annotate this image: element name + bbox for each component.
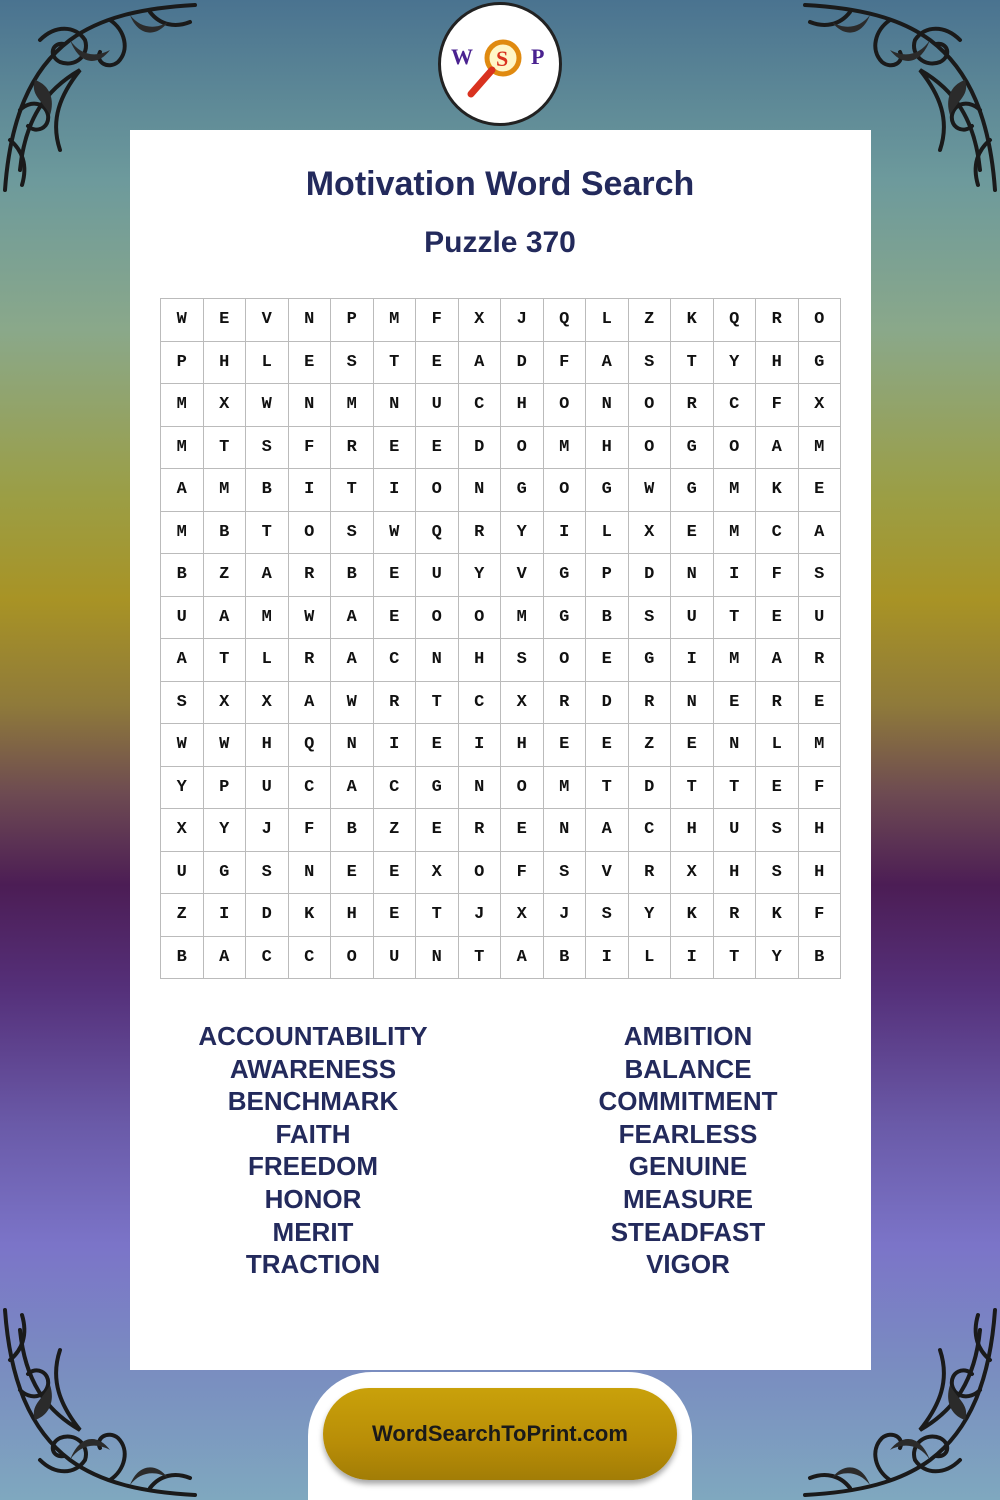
grid-cell[interactable]: G <box>671 469 714 512</box>
grid-cell[interactable]: D <box>459 427 502 470</box>
grid-cell[interactable]: X <box>161 809 204 852</box>
grid-cell[interactable]: O <box>459 597 502 640</box>
grid-cell[interactable]: R <box>459 512 502 555</box>
grid-cell[interactable]: M <box>161 384 204 427</box>
grid-cell[interactable]: R <box>671 384 714 427</box>
grid-cell[interactable]: B <box>331 809 374 852</box>
grid-cell[interactable]: I <box>459 724 502 767</box>
grid-cell[interactable]: L <box>586 512 629 555</box>
grid-cell[interactable]: G <box>671 427 714 470</box>
word-list-item: GENUINE <box>628 1151 748 1182</box>
magnifier-icon <box>445 24 555 104</box>
grid-cell[interactable]: S <box>331 512 374 555</box>
grid-cell[interactable]: O <box>799 299 842 342</box>
grid-cell[interactable]: X <box>204 682 247 725</box>
grid-cell[interactable]: N <box>459 767 502 810</box>
grid-cell[interactable]: B <box>544 937 587 980</box>
grid-cell[interactable]: E <box>756 767 799 810</box>
grid-cell[interactable]: A <box>331 597 374 640</box>
grid-cell[interactable]: N <box>331 724 374 767</box>
grid-cell[interactable]: T <box>671 342 714 385</box>
grid-cell[interactable]: H <box>586 427 629 470</box>
grid-cell[interactable]: Q <box>714 299 757 342</box>
grid-cell[interactable]: R <box>544 682 587 725</box>
grid-cell[interactable]: Z <box>204 554 247 597</box>
grid-cell[interactable]: H <box>799 852 842 895</box>
grid-cell[interactable]: T <box>331 469 374 512</box>
grid-cell[interactable]: R <box>629 682 672 725</box>
grid-cell[interactable]: L <box>586 299 629 342</box>
grid-cell[interactable]: E <box>586 724 629 767</box>
grid-cell[interactable]: V <box>501 554 544 597</box>
word-list-item: STEADFAST <box>610 1216 766 1247</box>
grid-cell[interactable]: U <box>161 852 204 895</box>
grid-cell[interactable]: N <box>671 554 714 597</box>
word-list-item: BENCHMARK <box>227 1086 399 1117</box>
grid-cell[interactable]: W <box>289 597 332 640</box>
grid-cell[interactable]: S <box>629 597 672 640</box>
grid-cell[interactable]: I <box>374 724 417 767</box>
puzzle-number: Puzzle 370 <box>424 226 576 259</box>
grid-cell[interactable]: R <box>459 809 502 852</box>
word-list-item: MERIT <box>272 1216 354 1247</box>
grid-cell[interactable]: M <box>331 384 374 427</box>
grid-cell[interactable]: F <box>289 427 332 470</box>
grid-cell[interactable]: S <box>629 342 672 385</box>
grid-cell[interactable]: A <box>331 639 374 682</box>
grid-cell[interactable]: C <box>459 682 502 725</box>
grid-cell[interactable]: O <box>416 597 459 640</box>
grid-cell[interactable]: U <box>416 554 459 597</box>
grid-cell[interactable]: S <box>501 639 544 682</box>
grid-cell[interactable]: T <box>714 937 757 980</box>
grid-cell[interactable]: L <box>246 342 289 385</box>
grid-cell[interactable]: D <box>501 342 544 385</box>
grid-cell[interactable]: N <box>586 384 629 427</box>
grid-cell[interactable]: I <box>374 469 417 512</box>
grid-cell[interactable]: A <box>459 342 502 385</box>
grid-cell[interactable]: B <box>331 554 374 597</box>
grid-cell[interactable]: F <box>799 767 842 810</box>
word-list-item: ACCOUNTABILITY <box>198 1021 428 1051</box>
grid-cell[interactable]: X <box>246 682 289 725</box>
grid-cell[interactable]: O <box>544 384 587 427</box>
grid-cell[interactable]: E <box>289 342 332 385</box>
grid-cell[interactable]: U <box>671 597 714 640</box>
grid-cell[interactable]: T <box>204 427 247 470</box>
grid-cell[interactable]: O <box>289 512 332 555</box>
grid-cell[interactable]: M <box>501 597 544 640</box>
grid-cell[interactable]: R <box>756 682 799 725</box>
word-list-item: COMMITMENT <box>598 1086 778 1117</box>
grid-cell[interactable]: R <box>799 639 842 682</box>
grid-cell[interactable]: H <box>799 809 842 852</box>
grid-cell[interactable]: A <box>246 554 289 597</box>
grid-cell[interactable]: Z <box>629 299 672 342</box>
grid-cell[interactable]: G <box>544 597 587 640</box>
grid-cell[interactable]: A <box>501 937 544 980</box>
grid-cell[interactable]: A <box>586 342 629 385</box>
grid-cell[interactable]: N <box>714 724 757 767</box>
word-list-item: VIGOR <box>646 1249 730 1280</box>
grid-cell[interactable]: Y <box>204 809 247 852</box>
grid-cell[interactable]: H <box>501 724 544 767</box>
word-list-item: BALANCE <box>624 1053 752 1084</box>
grid-cell[interactable]: W <box>204 724 247 767</box>
grid-cell[interactable]: G <box>586 469 629 512</box>
grid-cell[interactable]: B <box>161 937 204 980</box>
grid-cell[interactable]: R <box>629 852 672 895</box>
word-list-item: FREEDOM <box>248 1151 378 1182</box>
grid-cell[interactable]: A <box>756 639 799 682</box>
grid-cell[interactable]: C <box>714 384 757 427</box>
grid-cell[interactable]: M <box>544 427 587 470</box>
grid-cell[interactable]: C <box>289 767 332 810</box>
grid-cell[interactable]: K <box>289 894 332 937</box>
grid-cell[interactable]: O <box>544 639 587 682</box>
grid-cell[interactable]: X <box>629 512 672 555</box>
grid-cell[interactable]: D <box>246 894 289 937</box>
grid-cell[interactable]: A <box>586 809 629 852</box>
grid-cell[interactable]: O <box>629 427 672 470</box>
grid-cell[interactable]: F <box>756 384 799 427</box>
grid-cell[interactable]: H <box>246 724 289 767</box>
grid-cell[interactable]: T <box>671 767 714 810</box>
grid-cell[interactable]: K <box>671 299 714 342</box>
grid-cell[interactable]: T <box>714 597 757 640</box>
grid-cell[interactable]: T <box>714 767 757 810</box>
grid-cell[interactable]: N <box>289 299 332 342</box>
grid-cell[interactable]: W <box>374 512 417 555</box>
grid-cell[interactable]: E <box>501 809 544 852</box>
grid-cell[interactable]: E <box>416 427 459 470</box>
site-logo[interactable] <box>438 2 562 126</box>
grid-cell[interactable]: Y <box>459 554 502 597</box>
grid-cell[interactable]: U <box>374 937 417 980</box>
grid-cell[interactable]: K <box>756 894 799 937</box>
grid-cell[interactable]: N <box>671 682 714 725</box>
grid-cell[interactable]: A <box>161 639 204 682</box>
word-list-left <box>125 1020 501 1281</box>
grid-cell[interactable]: W <box>331 682 374 725</box>
grid-cell[interactable]: E <box>416 342 459 385</box>
grid-cell[interactable]: T <box>246 512 289 555</box>
grid-cell[interactable]: S <box>246 852 289 895</box>
grid-cell[interactable]: J <box>459 894 502 937</box>
word-list-item: HONOR <box>264 1183 362 1214</box>
grid-cell[interactable]: K <box>671 894 714 937</box>
grid-cell[interactable]: W <box>246 384 289 427</box>
grid-cell[interactable]: W <box>161 724 204 767</box>
grid-cell[interactable]: C <box>374 767 417 810</box>
grid-cell[interactable]: Y <box>756 937 799 980</box>
word-list-item: TRACTION <box>245 1249 381 1280</box>
grid-cell[interactable]: O <box>459 852 502 895</box>
grid-cell[interactable]: V <box>246 299 289 342</box>
grid-cell[interactable]: I <box>671 937 714 980</box>
grid-cell[interactable]: R <box>289 639 332 682</box>
grid-cell[interactable]: U <box>714 809 757 852</box>
grid-cell[interactable]: T <box>416 682 459 725</box>
grid-cell[interactable]: H <box>331 894 374 937</box>
grid-cell[interactable]: E <box>586 639 629 682</box>
grid-cell[interactable]: U <box>161 597 204 640</box>
grid-cell[interactable]: I <box>671 639 714 682</box>
grid-cell[interactable]: S <box>756 852 799 895</box>
grid-cell[interactable]: M <box>374 299 417 342</box>
grid-cell[interactable]: Y <box>629 894 672 937</box>
grid-cell[interactable]: F <box>544 342 587 385</box>
grid-cell[interactable]: O <box>501 767 544 810</box>
grid-cell[interactable]: J <box>501 299 544 342</box>
grid-cell[interactable]: F <box>756 554 799 597</box>
grid-cell[interactable]: M <box>204 469 247 512</box>
grid-cell[interactable]: G <box>501 469 544 512</box>
grid-cell[interactable]: P <box>204 767 247 810</box>
grid-cell[interactable]: S <box>799 554 842 597</box>
word-list-item: AWARENESS <box>229 1053 397 1084</box>
grid-cell[interactable]: W <box>161 299 204 342</box>
website-link-button[interactable]: WordSearchToPrint.com <box>323 1388 677 1480</box>
grid-cell[interactable]: E <box>416 724 459 767</box>
grid-cell[interactable]: N <box>459 469 502 512</box>
grid-cell[interactable]: A <box>331 767 374 810</box>
grid-cell[interactable]: L <box>756 724 799 767</box>
grid-cell[interactable]: E <box>671 724 714 767</box>
grid-cell[interactable]: A <box>289 682 332 725</box>
grid-cell[interactable]: T <box>416 894 459 937</box>
grid-cell[interactable]: N <box>416 937 459 980</box>
grid-cell[interactable]: Y <box>161 767 204 810</box>
grid-cell[interactable]: U <box>799 597 842 640</box>
grid-cell[interactable]: N <box>544 809 587 852</box>
grid-cell[interactable]: E <box>374 894 417 937</box>
grid-cell[interactable]: X <box>501 894 544 937</box>
grid-cell[interactable]: E <box>714 682 757 725</box>
grid-cell[interactable]: N <box>289 384 332 427</box>
grid-cell[interactable]: A <box>799 512 842 555</box>
grid-cell[interactable]: F <box>799 894 842 937</box>
grid-cell[interactable]: P <box>586 554 629 597</box>
grid-cell[interactable]: N <box>374 384 417 427</box>
grid-cell[interactable]: H <box>459 639 502 682</box>
grid-cell[interactable]: C <box>629 809 672 852</box>
grid-cell[interactable]: S <box>544 852 587 895</box>
grid-cell[interactable]: E <box>374 554 417 597</box>
grid-cell[interactable]: H <box>671 809 714 852</box>
grid-cell[interactable]: H <box>501 384 544 427</box>
grid-cell[interactable]: F <box>289 809 332 852</box>
grid-cell[interactable]: S <box>246 427 289 470</box>
grid-cell[interactable]: R <box>331 427 374 470</box>
grid-cell[interactable]: E <box>204 299 247 342</box>
grid-cell[interactable]: N <box>289 852 332 895</box>
grid-cell[interactable]: E <box>799 469 842 512</box>
logo-letter-p: P <box>531 44 545 69</box>
grid-cell[interactable]: E <box>416 809 459 852</box>
grid-cell[interactable]: P <box>161 342 204 385</box>
grid-cell[interactable]: G <box>799 342 842 385</box>
logo-letter-w: W <box>451 44 473 69</box>
grid-cell[interactable]: W <box>629 469 672 512</box>
grid-cell[interactable]: B <box>204 512 247 555</box>
grid-cell[interactable]: A <box>161 469 204 512</box>
grid-cell[interactable]: S <box>161 682 204 725</box>
grid-cell[interactable]: O <box>501 427 544 470</box>
grid-cell[interactable]: H <box>756 342 799 385</box>
grid-cell[interactable]: Y <box>714 342 757 385</box>
grid-cell[interactable]: F <box>501 852 544 895</box>
word-list-item: MEASURE <box>622 1183 753 1214</box>
grid-cell[interactable]: R <box>374 682 417 725</box>
grid-cell[interactable]: B <box>586 597 629 640</box>
grid-cell[interactable]: C <box>756 512 799 555</box>
grid-cell[interactable]: S <box>586 894 629 937</box>
grid-cell[interactable]: C <box>246 937 289 980</box>
grid-cell[interactable]: D <box>629 767 672 810</box>
grid-cell[interactable]: J <box>544 894 587 937</box>
grid-cell[interactable]: X <box>501 682 544 725</box>
grid-cell[interactable]: O <box>714 427 757 470</box>
grid-cell[interactable]: I <box>714 554 757 597</box>
word-list-item: AMBITION <box>623 1021 753 1051</box>
grid-cell[interactable]: C <box>374 639 417 682</box>
grid-cell[interactable]: E <box>374 597 417 640</box>
grid-cell[interactable]: R <box>714 894 757 937</box>
grid-cell[interactable]: O <box>331 937 374 980</box>
grid-cell[interactable]: B <box>161 554 204 597</box>
grid-cell[interactable]: Q <box>289 724 332 767</box>
grid-cell[interactable]: L <box>629 937 672 980</box>
grid-cell[interactable]: C <box>289 937 332 980</box>
grid-cell[interactable]: M <box>161 512 204 555</box>
word-list-item: FAITH <box>275 1118 351 1149</box>
grid-cell[interactable]: X <box>204 384 247 427</box>
grid-cell[interactable]: M <box>799 427 842 470</box>
grid-cell[interactable]: G <box>544 554 587 597</box>
grid-cell[interactable]: R <box>756 299 799 342</box>
grid-cell[interactable]: F <box>416 299 459 342</box>
grid-cell[interactable]: M <box>544 767 587 810</box>
grid-cell[interactable]: E <box>756 597 799 640</box>
grid-cell[interactable]: A <box>204 937 247 980</box>
grid-cell[interactable]: U <box>416 384 459 427</box>
grid-cell[interactable]: C <box>459 384 502 427</box>
grid-cell[interactable]: Z <box>374 809 417 852</box>
grid-cell[interactable]: B <box>246 469 289 512</box>
grid-cell[interactable]: I <box>204 894 247 937</box>
grid-cell[interactable]: E <box>799 682 842 725</box>
grid-cell[interactable]: G <box>629 639 672 682</box>
grid-cell[interactable]: I <box>586 937 629 980</box>
grid-cell[interactable]: O <box>544 469 587 512</box>
grid-cell[interactable]: M <box>714 469 757 512</box>
word-list-right <box>500 1020 876 1281</box>
grid-cell[interactable]: T <box>374 342 417 385</box>
grid-cell[interactable]: Y <box>501 512 544 555</box>
grid-cell[interactable]: X <box>459 299 502 342</box>
grid-cell[interactable]: Z <box>161 894 204 937</box>
grid-cell[interactable]: H <box>204 342 247 385</box>
grid-cell[interactable]: Q <box>416 512 459 555</box>
grid-cell[interactable]: A <box>204 597 247 640</box>
grid-cell[interactable]: T <box>204 639 247 682</box>
grid-cell[interactable]: I <box>544 512 587 555</box>
grid-cell[interactable]: P <box>331 299 374 342</box>
grid-cell[interactable]: D <box>629 554 672 597</box>
grid-cell[interactable]: A <box>756 427 799 470</box>
word-list-item: FEARLESS <box>618 1118 758 1149</box>
grid-cell[interactable]: S <box>331 342 374 385</box>
grid-cell[interactable]: T <box>586 767 629 810</box>
grid-cell[interactable]: G <box>204 852 247 895</box>
grid-cell[interactable]: T <box>459 937 502 980</box>
grid-cell[interactable]: M <box>799 724 842 767</box>
grid-cell[interactable]: E <box>331 852 374 895</box>
grid-cell[interactable]: E <box>374 427 417 470</box>
grid-cell[interactable]: I <box>289 469 332 512</box>
grid-cell[interactable]: N <box>416 639 459 682</box>
grid-cell[interactable]: Z <box>629 724 672 767</box>
grid-cell[interactable]: M <box>714 639 757 682</box>
grid-cell[interactable]: E <box>671 512 714 555</box>
grid-cell[interactable]: B <box>799 937 842 980</box>
grid-cell[interactable]: H <box>714 852 757 895</box>
page-title: Motivation Word Search <box>305 165 695 203</box>
letter-grid <box>160 298 841 979</box>
grid-cell[interactable]: S <box>756 809 799 852</box>
grid-cell[interactable]: U <box>246 767 289 810</box>
grid-cell[interactable]: K <box>756 469 799 512</box>
grid-cell[interactable]: M <box>714 512 757 555</box>
grid-cell[interactable]: E <box>544 724 587 767</box>
grid-cell[interactable]: M <box>246 597 289 640</box>
grid-cell[interactable]: J <box>246 809 289 852</box>
grid-cell[interactable]: V <box>586 852 629 895</box>
grid-cell[interactable]: G <box>416 767 459 810</box>
grid-cell[interactable]: E <box>374 852 417 895</box>
grid-cell[interactable]: O <box>416 469 459 512</box>
grid-cell[interactable]: Q <box>544 299 587 342</box>
grid-cell[interactable]: X <box>416 852 459 895</box>
grid-cell[interactable]: O <box>629 384 672 427</box>
grid-cell[interactable]: M <box>161 427 204 470</box>
logo-letter-s: S <box>496 46 509 71</box>
grid-cell[interactable]: D <box>586 682 629 725</box>
grid-cell[interactable]: L <box>246 639 289 682</box>
grid-cell[interactable]: R <box>289 554 332 597</box>
grid-cell[interactable]: X <box>799 384 842 427</box>
grid-cell[interactable]: X <box>671 852 714 895</box>
